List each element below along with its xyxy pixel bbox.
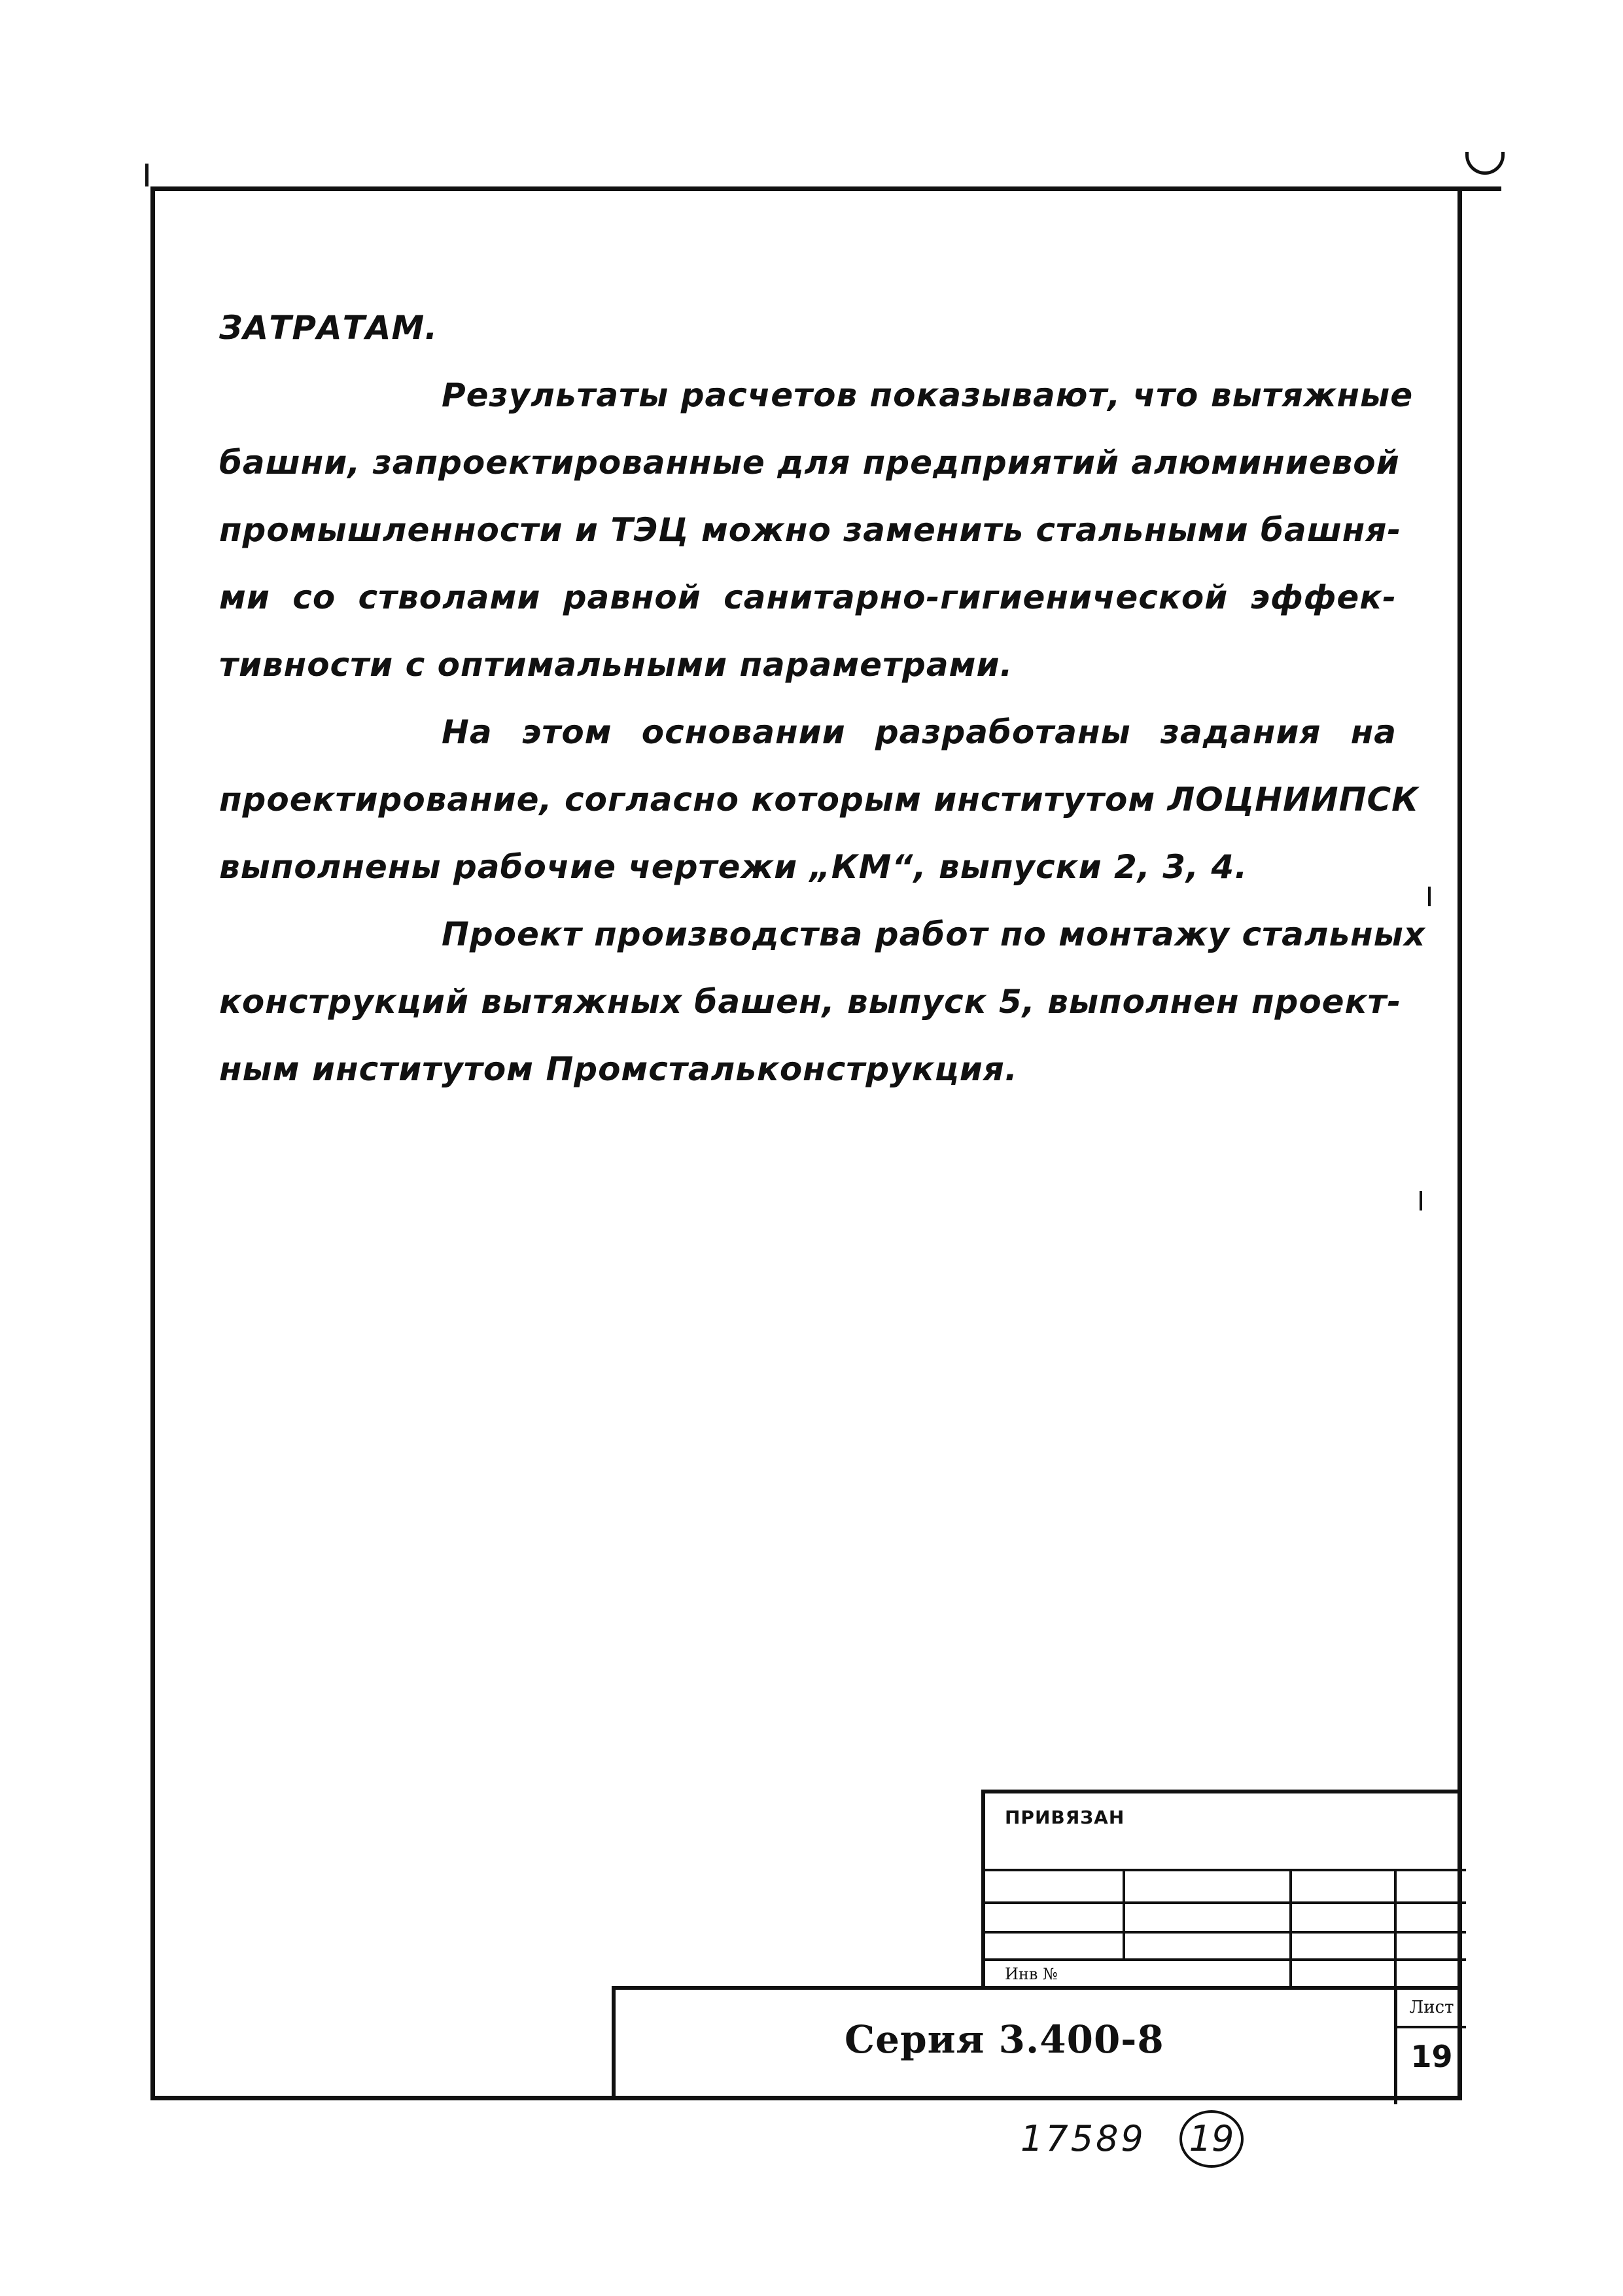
- text-line: Проект производства работ по монтажу стальных: [442, 915, 1426, 953]
- text-line: тивности с оптимальными параметрами.: [219, 646, 1013, 684]
- text-line: ным институтом Промстальконструкция.: [219, 1050, 1018, 1088]
- text-line: проектирование, согласно которым институтом ЛОЦНИИПСК: [219, 781, 1420, 819]
- table-rule: [1289, 1869, 1292, 1990]
- archive-number: 17589: [1021, 2118, 1146, 2159]
- series-title: Серия 3.400-8: [845, 2017, 1164, 2062]
- table-rule: [1394, 1869, 1397, 1990]
- scan-tick: [1420, 1191, 1422, 1210]
- text-line: Результаты расчетов показывают, что вытяжные: [442, 376, 1414, 414]
- table-rule: [1123, 1869, 1125, 1958]
- stamp-series-block: [612, 1986, 1462, 2100]
- frame-top-extension: [1462, 186, 1501, 191]
- text-line: конструкций вытяжных башен, выпуск 5, выполнен проект-: [219, 983, 1402, 1021]
- bound-label: ПРИВЯЗАН: [1005, 1807, 1125, 1828]
- sheet-divider: [1397, 2026, 1466, 2028]
- stamp-binding-table: [981, 1790, 1462, 1986]
- inventory-label: Инв №: [1005, 1965, 1058, 1983]
- text-line: ми со стволами равной санитарно-гигиенической эффек-: [219, 578, 1397, 616]
- corner-mark: [1465, 152, 1505, 175]
- text-line: промышленности и ТЭЦ можно заменить стальными башня-: [219, 511, 1402, 549]
- text-line: выполнены рабочие чертежи „КМ“, выпуски 2, 3, 4.: [219, 848, 1248, 886]
- sheet-cell: [1394, 1990, 1466, 2104]
- sheet-label: Лист: [1409, 1998, 1454, 2017]
- text-line: На этом основании разработаны задания на: [442, 713, 1397, 751]
- circled-page-number: 19: [1179, 2110, 1244, 2168]
- sheet-number: 19: [1410, 2039, 1453, 2074]
- scan-tick: [1428, 887, 1431, 906]
- archive-numbers: [1021, 2110, 1244, 2168]
- document-body: [219, 294, 1426, 1103]
- scan-tick: [145, 164, 148, 186]
- text-line: башни, запроектированные для предприятий алюминиевой: [219, 444, 1400, 482]
- text-line: ЗАТРАТАМ.: [219, 309, 438, 347]
